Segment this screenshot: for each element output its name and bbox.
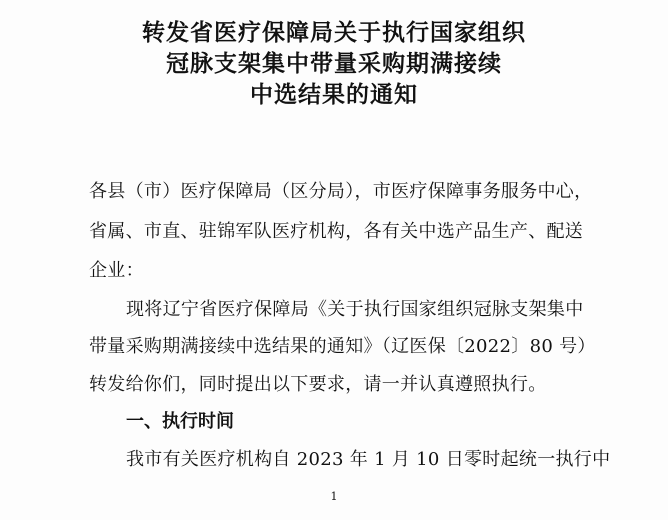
paragraph-line-3: 转发给你们，同时提出以下要求，请一并认真遵照执行。: [89, 374, 547, 395]
section-text-line: 我市有关医疗机构自 2023 年 1 月 10 日零时起统一执行中: [126, 449, 611, 470]
salutation-line-1: 各县（市）医疗保障局（区分局），市医疗保障事务服务中心，: [89, 181, 593, 202]
section-heading: 一、执行时间: [126, 411, 234, 432]
document-title-line-1: 转发省医疗保障局关于执行国家组织: [142, 20, 526, 46]
paragraph-line-2: 带量采购期满接续中选结果的通知》（辽医保〔2022〕80 号）: [89, 336, 596, 357]
paragraph-line-1: 现将辽宁省医疗保障局《关于执行国家组织冠脉支架集中: [126, 299, 584, 320]
document-title-line-2: 冠脉支架集中带量采购期满接续: [166, 51, 502, 77]
page-number: 1: [330, 490, 338, 503]
salutation-line-3: 企业：: [89, 260, 144, 281]
document-title-line-3: 中选结果的通知: [250, 82, 418, 108]
salutation-line-2: 省属、市直、驻锦军队医疗机构，各有关中选产品生产、配送: [89, 221, 584, 242]
